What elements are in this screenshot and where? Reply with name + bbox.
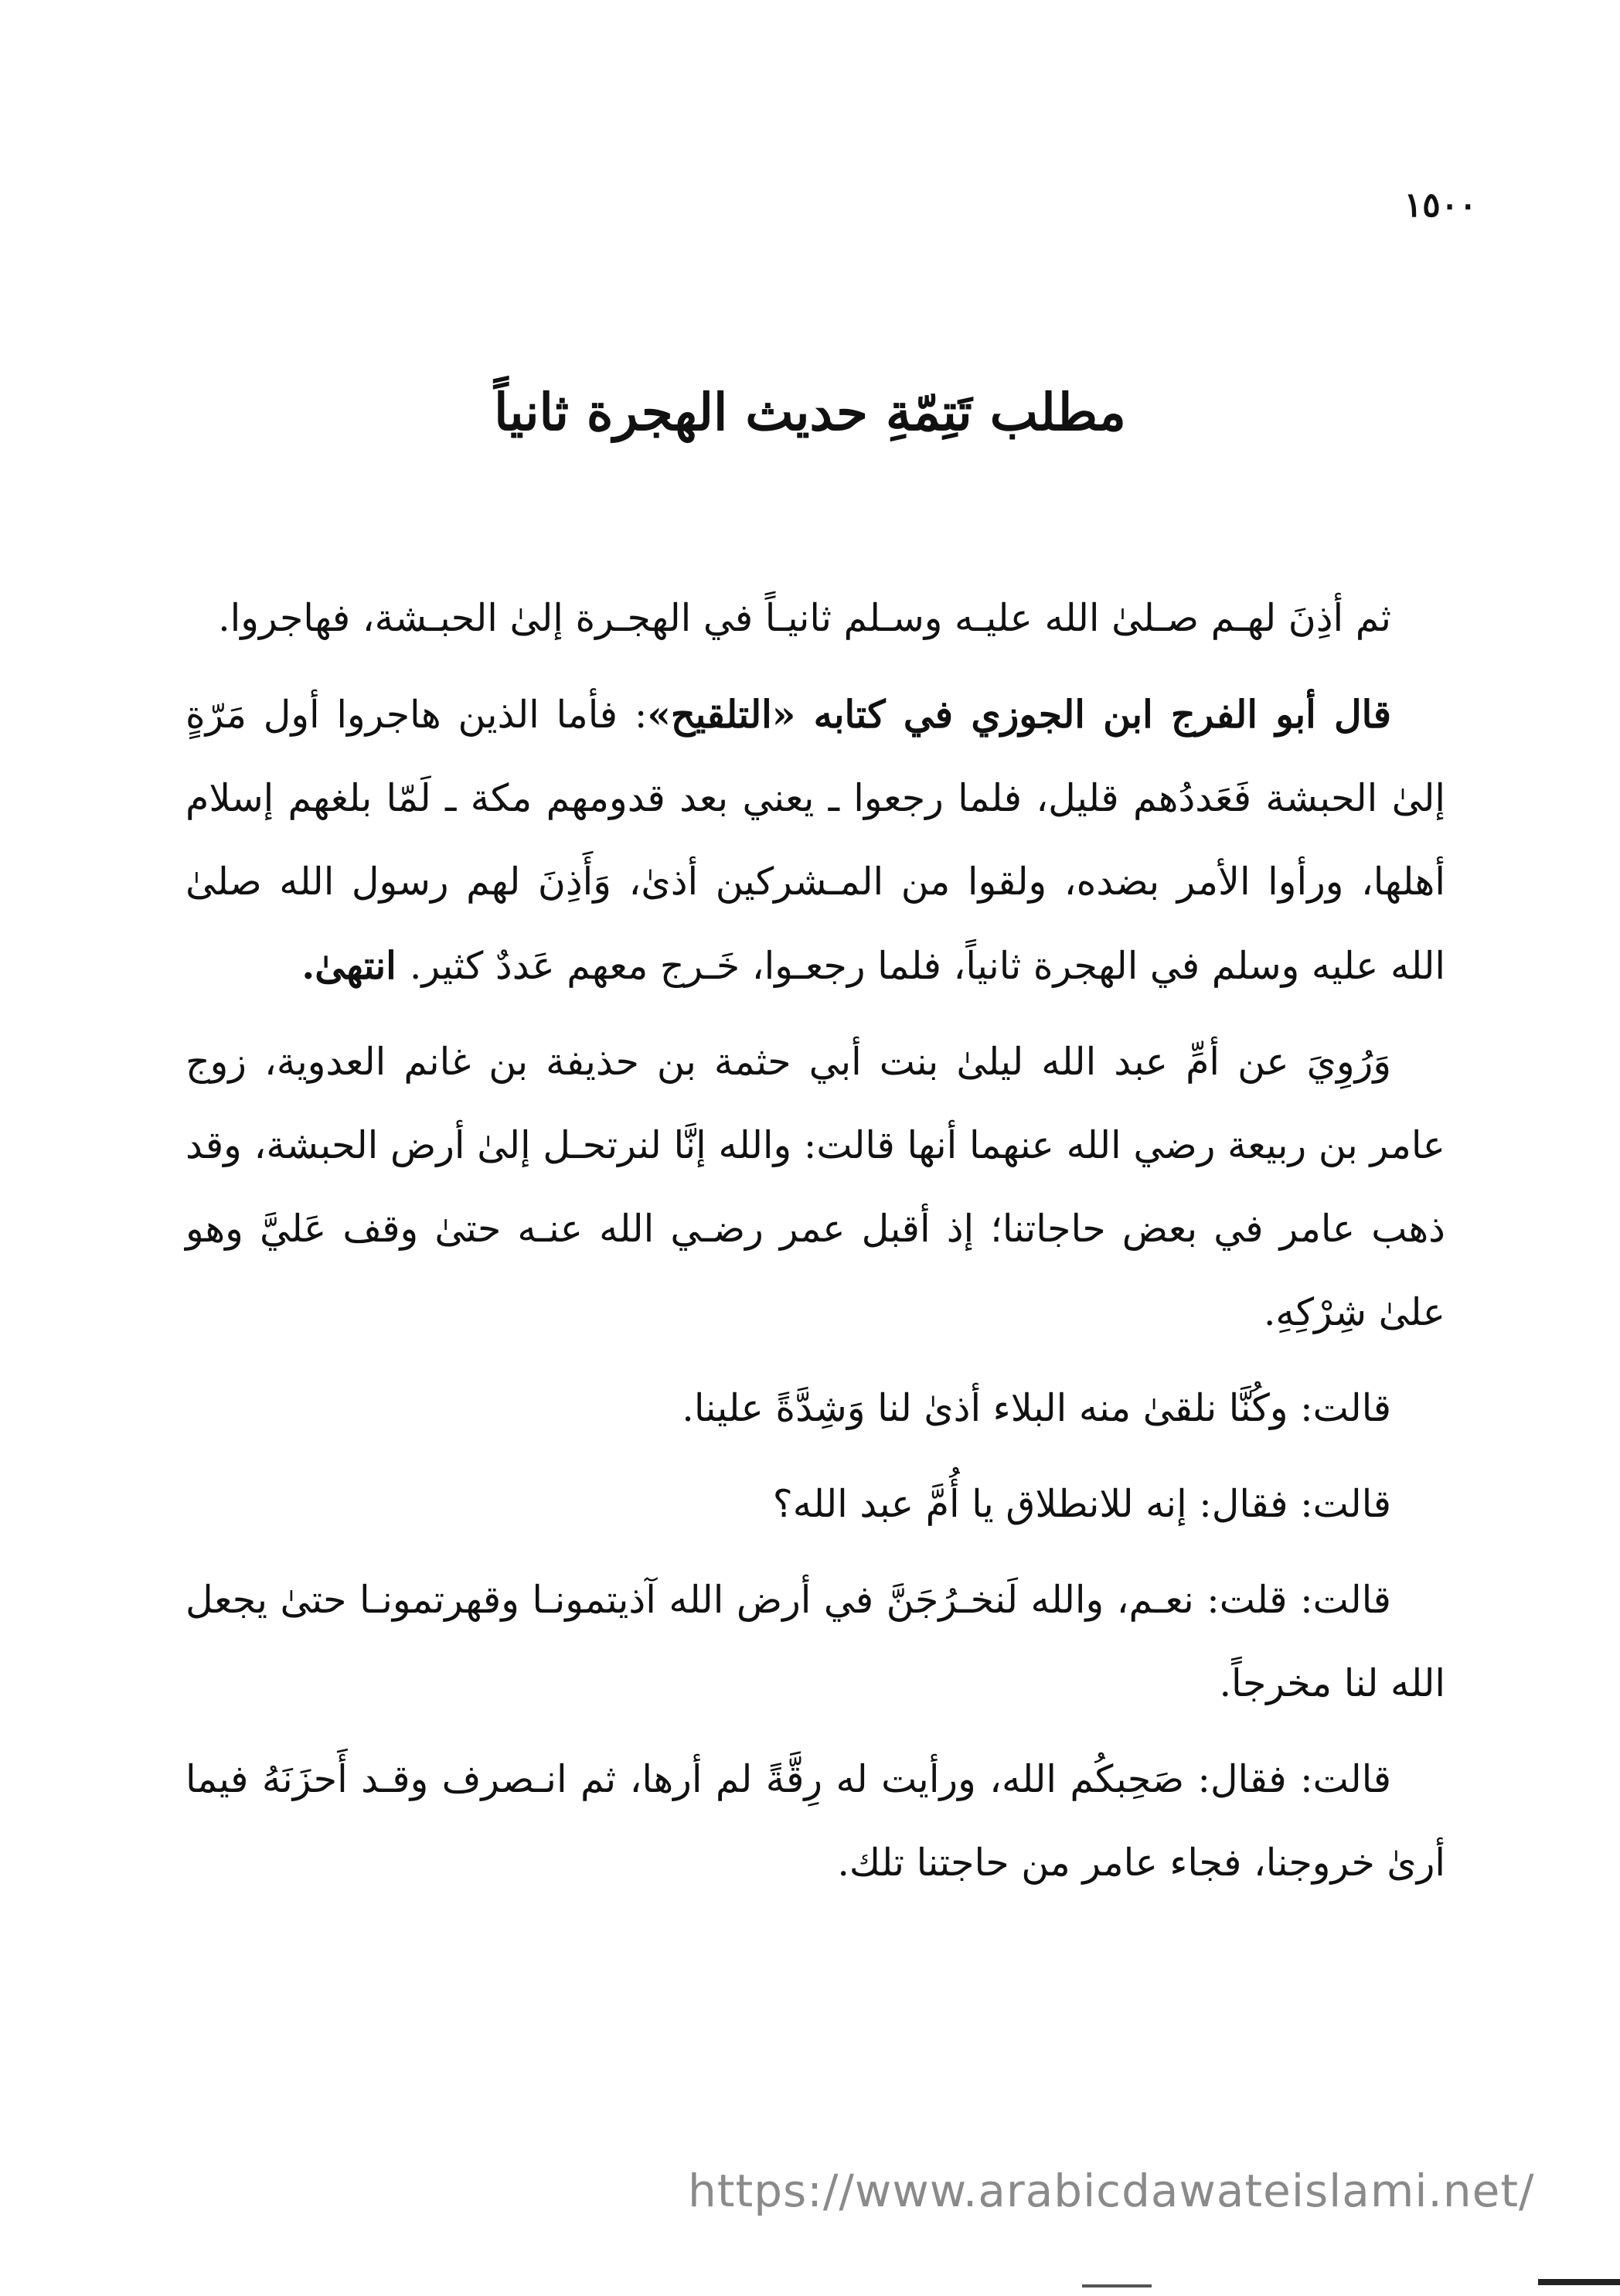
paragraph-1 [185,576,1445,660]
paragraph-4 [185,1367,1445,1450]
paragraph-3 [185,1020,1445,1354]
paragraph-5 [185,1463,1445,1546]
paragraph-text: وَرُوِيَ عن أمِّ عبد الله ليلىٰ بنت أبي حثمة بن حذيفة بن غانم العدوية، زوج عامر بن ربيعة رضي الله عنهما أنها قالت: والله إنَّا لنرتحـل إلىٰ أرض الحبشة، وقد ذهب عامر في بعض حاجاتنا؛ إذ أقبل عمر رضـي الله عنـه حتىٰ وقف عَليَّ وهو علىٰ شِرْكِهِ. [185,1040,1445,1334]
paragraph-2 [185,673,1445,1008]
paragraph-tail: انتهىٰ. [301,943,410,988]
paragraph-text: قالت: وكُنَّا نلقىٰ منه البلاء أذىٰ لنا وَشِدَّةً علينا. [682,1386,1391,1430]
paragraph-7 [185,1738,1445,1905]
footer-edge-mark [1538,2279,1620,2285]
watermark-url: https://www.arabicdawateislami.net/ [688,2165,1535,2217]
section-title: مطلب تَتِمّةِ حديث الهجرة ثانياً [494,382,1126,442]
paragraph-text: قالت: فقال: صَحِبكُم الله، ورأيت له رِقَّةً لم أرها، ثم انـصرف وقـد أَحزَنَهُ فيما أرىٰ خروجنا، فجاء عامر من حاجتنا تلك. [185,1757,1445,1885]
paragraph-text: : فأما الذين هاجروا أول مَرّةٍ إلىٰ الحبشة فَعَددُهم قليل، فلما رجعوا ـ يعني بعد قدومهم مكة ـ لَمّا بلغهم إسلام أهلها، ورأوا الأمر بضده، ولقوا من المـشركين أذىٰ، وَأَذِنَ لهم رسول الله صلىٰ الله عليه وسلم في الهجرة ثانياً، فلما رجعـوا، خَـرج معهم عَددٌ كثير. [185,693,1445,988]
page-number: ١٥٠٠ [1404,186,1477,225]
footer-rule [1082,2284,1152,2287]
paragraph-6 [185,1558,1445,1725]
body-text [185,576,1445,1905]
paragraph-lead: قال أبو الفرج ابن الجوزي في كتابه «التلقيح» [647,692,1391,737]
paragraph-text: ثم أذِنَ لهـم صـلىٰ الله عليـه وسـلم ثانيـاً في الهجـرة إلىٰ الحبـشة، فهاجروا. [218,596,1391,640]
paragraph-text: قالت: قلت: نعـم، والله لَنخـرُجَنَّ في أرض الله آذيتمونـا وقهرتمونـا حتىٰ يجعل الله لنا مخرجاً. [185,1578,1445,1705]
paragraph-text: قالت: فقال: إنه للانطلاق يا أُمَّ عبد الله؟ [772,1482,1391,1526]
